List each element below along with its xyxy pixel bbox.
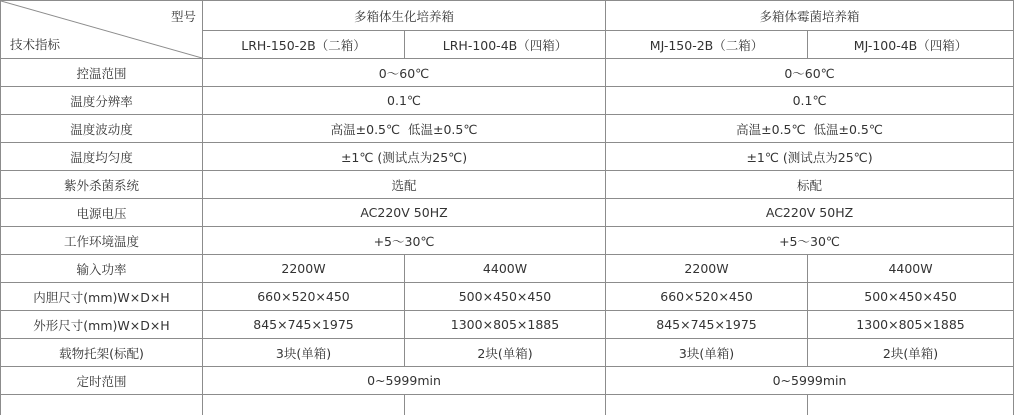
table-row <box>1 311 1014 339</box>
value-cell: 3块(单箱) <box>606 339 808 367</box>
model-mj-100-4b: MJ-100-4B（四箱） <box>808 31 1014 59</box>
value-cell: 高温±0.5℃ 低温±0.5℃ <box>203 115 606 143</box>
value-cell-empty <box>808 395 1014 415</box>
value-cell: 845×745×1975 <box>203 311 405 339</box>
group-header-biochemical: 多箱体生化培养箱 <box>203 1 606 31</box>
table-row <box>1 255 1014 283</box>
value-cell: 2200W <box>203 255 405 283</box>
value-cell: 3块(单箱) <box>203 339 405 367</box>
row-label: 紫外杀菌系统 <box>1 171 203 199</box>
value-cell: +5～30℃ <box>606 227 1014 255</box>
value-cell: +5～30℃ <box>203 227 606 255</box>
value-cell: 4400W <box>808 255 1014 283</box>
value-cell-empty <box>203 395 405 415</box>
value-cell: 2块(单箱) <box>808 339 1014 367</box>
value-cell: 0～60℃ <box>606 59 1014 87</box>
row-label: 工作环境温度 <box>1 227 203 255</box>
table-row <box>1 367 1014 395</box>
model-header-label: 型号 <box>171 7 196 25</box>
value-cell: 660×520×450 <box>606 283 808 311</box>
value-cell-empty <box>606 395 808 415</box>
value-cell: 0~5999min <box>203 367 606 395</box>
row-label: 载物托架(标配) <box>1 339 203 367</box>
model-lrh-150-2b: LRH-150-2B（二箱） <box>203 31 405 59</box>
value-cell: 845×745×1975 <box>606 311 808 339</box>
value-cell: 标配 <box>606 171 1014 199</box>
value-cell: 0~5999min <box>606 367 1014 395</box>
table-row <box>1 143 1014 171</box>
value-cell: 4400W <box>405 255 606 283</box>
corner-header-cell <box>1 1 203 59</box>
value-cell: 2块(单箱) <box>405 339 606 367</box>
table-row <box>1 87 1014 115</box>
header-row-group <box>1 1 1014 31</box>
row-label: 温度均匀度 <box>1 143 203 171</box>
value-cell: 1300×805×1885 <box>405 311 606 339</box>
value-cell: AC220V 50HZ <box>606 199 1014 227</box>
row-label: 温度分辨率 <box>1 87 203 115</box>
value-cell: 0.1℃ <box>606 87 1014 115</box>
value-cell: 660×520×450 <box>203 283 405 311</box>
row-label: 温度波动度 <box>1 115 203 143</box>
table-row <box>1 339 1014 367</box>
value-cell: 1300×805×1885 <box>808 311 1014 339</box>
table-row <box>1 227 1014 255</box>
value-cell: 2200W <box>606 255 808 283</box>
table-row <box>1 199 1014 227</box>
table-row <box>1 59 1014 87</box>
row-label: 内胆尺寸(mm)W×D×H <box>1 283 203 311</box>
value-cell: 500×450×450 <box>405 283 606 311</box>
group-header-mould: 多箱体霉菌培养箱 <box>606 1 1014 31</box>
value-cell: 0～60℃ <box>203 59 606 87</box>
row-label-empty <box>1 395 203 415</box>
value-cell: 0.1℃ <box>203 87 606 115</box>
row-label: 输入功率 <box>1 255 203 283</box>
value-cell: 500×450×450 <box>808 283 1014 311</box>
row-label: 控温范围 <box>1 59 203 87</box>
value-cell: AC220V 50HZ <box>203 199 606 227</box>
spec-header-label: 技术指标 <box>10 35 60 53</box>
table-row-partial <box>1 395 1014 415</box>
value-cell: 选配 <box>203 171 606 199</box>
row-label: 定时范围 <box>1 367 203 395</box>
table-row <box>1 115 1014 143</box>
model-mj-150-2b: MJ-150-2B（二箱） <box>606 31 808 59</box>
table-row <box>1 283 1014 311</box>
row-label: 电源电压 <box>1 199 203 227</box>
row-label: 外形尺寸(mm)W×D×H <box>1 311 203 339</box>
value-cell: ±1℃ (测试点为25℃) <box>606 143 1014 171</box>
table-row <box>1 171 1014 199</box>
value-cell: ±1℃ (测试点为25℃) <box>203 143 606 171</box>
model-lrh-100-4b: LRH-100-4B（四箱） <box>405 31 606 59</box>
value-cell-empty <box>405 395 606 415</box>
value-cell: 高温±0.5℃ 低温±0.5℃ <box>606 115 1014 143</box>
